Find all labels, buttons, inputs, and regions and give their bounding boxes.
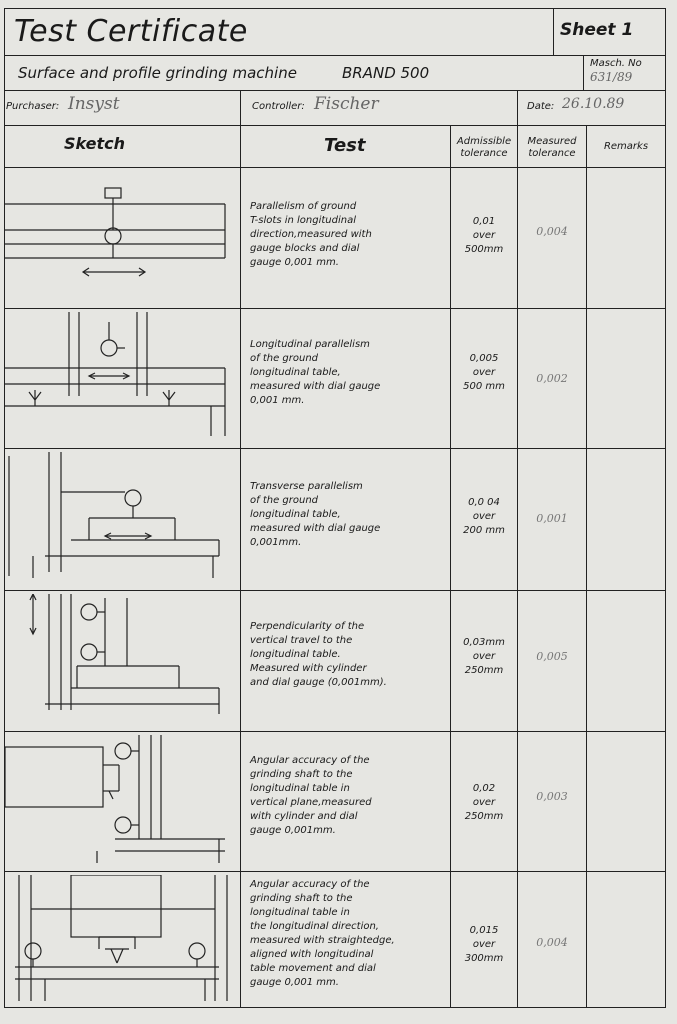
column-header-admissible: Admissible tolerance — [456, 136, 512, 159]
row-divider — [4, 871, 666, 872]
purchaser-value: Insyst — [68, 94, 120, 114]
measured-tolerance: 0,004 — [536, 936, 568, 949]
masch-no-value: 631/89 — [590, 70, 633, 84]
measured-tolerance: 0,005 — [536, 650, 568, 663]
test-description: Angular accuracy of the grinding shaft to the longitudinal table in the longitudinal direction, measured with straightedge, aligned with longitudinal table movement and dial gauge 0,001 mm. — [250, 879, 395, 988]
perpendicularity-sketch-icon — [5, 594, 235, 726]
machine-name: Surface and profile grinding machine — [18, 64, 297, 82]
col-divider — [240, 90, 241, 1007]
date-divider — [517, 90, 518, 125]
row-divider — [4, 731, 666, 732]
measured-tolerance: 0,002 — [536, 372, 568, 385]
col-divider — [517, 125, 518, 1007]
column-header-test: Test — [324, 135, 366, 156]
date-value: 26.10.89 — [562, 96, 625, 112]
admissible-tolerance: 0,005 over 500 mm — [463, 353, 505, 392]
table-parallelism-sketch-icon — [5, 312, 235, 444]
row-divider — [4, 448, 666, 449]
row-divider — [4, 308, 666, 309]
test-description: Parallelism of ground T-slots in longitudinal direction,measured with gauge blocks and dial gauge 0,001 mm. — [250, 201, 372, 268]
sheet-divider — [553, 8, 554, 55]
col-divider — [586, 125, 587, 1007]
date-label: Date: — [527, 101, 555, 112]
transverse-parallelism-sketch-icon — [5, 452, 235, 586]
controller-value: Fischer — [314, 94, 379, 114]
admissible-tolerance: 0,015 over 300mm — [464, 925, 504, 964]
test-description: Angular accuracy of the grinding shaft to the longitudinal table in vertical plane,measured with cylinder and dial gauge 0,001mm. — [250, 755, 372, 836]
t-slot-parallelism-sketch-icon — [5, 180, 235, 300]
admissible-tolerance: 0,03mm over 250mm — [463, 637, 505, 676]
masch-no-label: Masch. No — [590, 58, 642, 69]
column-header-sketch: Sketch — [64, 134, 125, 153]
controller-label: Controller: — [252, 101, 305, 112]
column-header-divider — [4, 167, 666, 168]
machine-brand: BRAND 500 — [342, 64, 430, 82]
measured-tolerance: 0,003 — [536, 790, 568, 803]
test-description: Longitudinal parallelism of the ground longitudinal table, measured with dial gauge 0,001 mm. — [250, 339, 381, 406]
measured-tolerance: 0,004 — [536, 225, 568, 238]
column-header-measured: Measured tolerance — [527, 136, 577, 159]
row-divider — [4, 590, 666, 591]
angular-vertical-sketch-icon — [5, 735, 235, 867]
header-divider — [4, 55, 666, 56]
purchaser-label: Purchaser: — [6, 101, 60, 112]
sheet-number: Sheet 1 — [560, 20, 634, 40]
col-divider — [450, 125, 451, 1007]
header-divider — [4, 90, 666, 91]
admissible-tolerance: 0,0 04 over 200 mm — [463, 497, 505, 536]
angular-longitudinal-sketch-icon — [5, 875, 235, 1005]
header-divider — [4, 125, 666, 126]
masch-divider — [583, 55, 584, 90]
page-title: Test Certificate — [14, 14, 248, 49]
column-header-remarks: Remarks — [603, 141, 649, 152]
admissible-tolerance: 0,02 over 250mm — [464, 783, 504, 822]
test-description: Perpendicularity of the vertical travel to the longitudinal table. Measured with cylinder and dial gauge (0,001mm). — [250, 621, 387, 688]
test-description: Transverse parallelism of the ground longitudinal table, measured with dial gauge 0,001mm. — [250, 481, 381, 548]
measured-tolerance: 0,001 — [536, 512, 568, 525]
admissible-tolerance: 0,01 over 500mm — [464, 216, 504, 255]
